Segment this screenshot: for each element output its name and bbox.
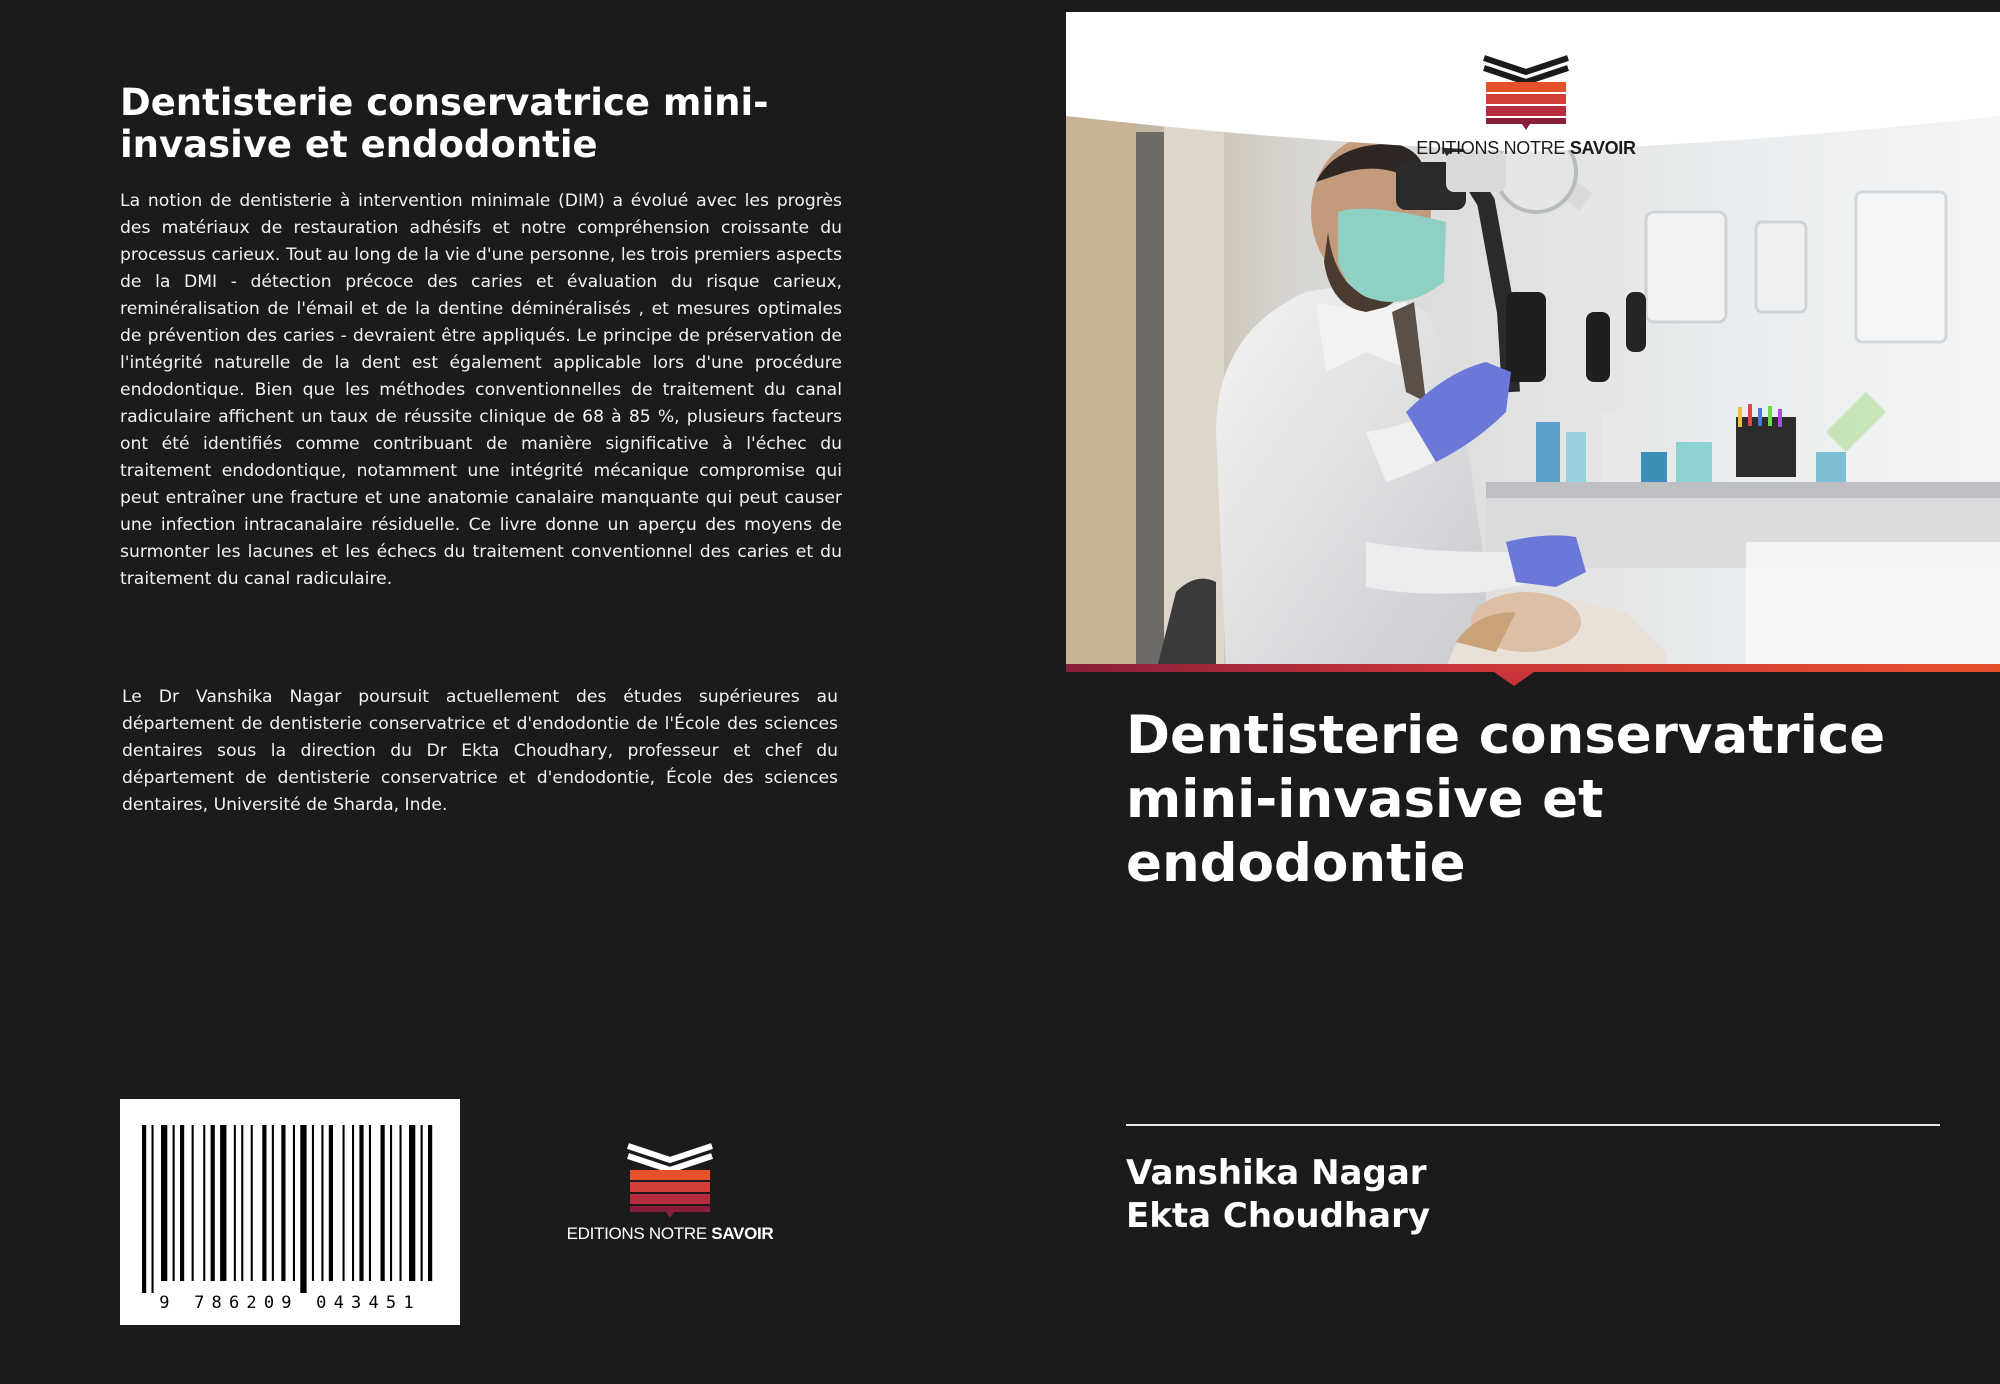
barcode-bars-icon — [120, 1099, 460, 1325]
front-cover-authors — [1126, 1152, 1946, 1238]
accent-triangle-icon — [1494, 672, 1534, 686]
publisher-name: EDITIONS NOTRE SAVOIR — [1416, 138, 1636, 158]
book-stack-logo-icon — [620, 1140, 720, 1220]
author-name: Vanshika Nagar — [1126, 1153, 1427, 1193]
barcode-number: 9 786209 043451 — [159, 1293, 421, 1313]
divider — [1126, 1124, 1940, 1126]
isbn-barcode — [120, 1099, 460, 1325]
author-name: Ekta Choudhary — [1126, 1196, 1431, 1236]
author-bio: Le Dr Vanshika Nagar poursuit actuellement des études supérieures au département de dentisterie conservatrice et d'endodontie de l'École des sciences dentaires sous la direction du Dr Ekta Choudhary, professeur et chef du département de dentisterie conservatrice et d'endodontie, École des sciences dentaires, Université de Sharda, Inde. — [122, 687, 838, 815]
book-stack-logo-icon — [1476, 52, 1576, 132]
accent-stripe — [1066, 664, 2000, 672]
back-publisher-logo — [560, 1140, 780, 1260]
front-cover — [1066, 12, 2000, 1384]
front-cover-title: Dentisterie conservatrice mini-invasive et endodontie — [1126, 705, 1886, 894]
front-publisher-logo — [1356, 52, 1696, 172]
back-cover-blurb: La notion de dentisterie à intervention minimale (DIM) a évolué avec les progrès des matériaux de restauration adhésifs et notre compréhension croissante du processus carieux. Tout au long de la vie d'une personne, les trois premiers aspects de la DMI - détection précoce des caries et évaluation du risque carieux, reminéralisation de l'émail et de la dentine déminéralisés , et mesures optimales de prévention des caries - devraient être appliqués. Le principe de préservation de l'intégrité naturelle de la dent est également applicable lors d'une procédure endodontique. Bien que les méthodes conventionnelles de traitement du canal radiculaire affichent un taux de réussite clinique de 68 à 85 %, plusieurs facteurs ont été identifiés comme contribuant de manière significative à l'échec du traitement endodontique, notamment une intégrité mécanique compromise qui peut entraîner une fracture et une anatomie canalaire manquante qui peut causer une infection intracanalaire résiduelle. Ce livre donne un aperçu des moyens de surmonter les lacunes et les échecs du traitement conventionnel des caries et du traitement du canal radiculaire. — [120, 191, 842, 589]
publisher-name: EDITIONS NOTRE SAVOIR — [566, 1224, 774, 1243]
back-cover-title: Dentisterie conservatrice mini-invasive et endodontie — [120, 81, 769, 166]
